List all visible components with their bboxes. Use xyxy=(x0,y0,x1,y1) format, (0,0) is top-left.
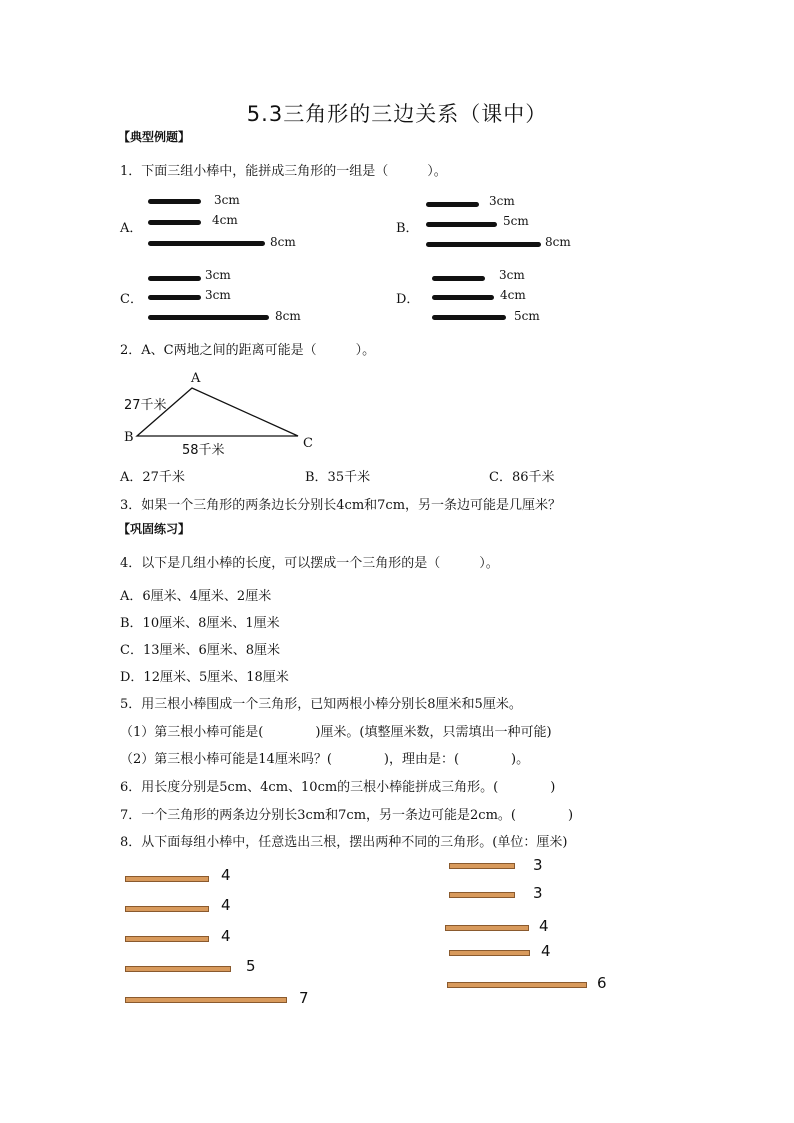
q1-a-stick-1-length: 3cm xyxy=(214,193,240,207)
q4-option-d: D．12厘米、5厘米、18厘米 xyxy=(120,670,289,685)
left-stick-3 xyxy=(125,936,209,942)
left-stick-5 xyxy=(125,997,287,1003)
page-title: 5.3三角形的三边关系（课中） xyxy=(246,102,548,126)
left-stick-2 xyxy=(125,906,209,912)
side-ab-length: 27千米 xyxy=(124,398,167,413)
q1-option-a-label: A． xyxy=(120,221,143,236)
left-stick-2-length: 4 xyxy=(221,896,231,914)
question-8: 8．从下面每组小棒中，任意选出三根，摆出两种不同的三角形。(单位：厘米) xyxy=(120,835,568,850)
left-stick-1-length: 4 xyxy=(221,866,231,884)
question-1: 1．下面三组小棒中，能拼成三角形的一组是（ ）。 xyxy=(120,164,447,179)
q1-a-stick-2-length: 4cm xyxy=(212,213,238,227)
q1-b-stick-1-length: 3cm xyxy=(489,194,515,208)
right-stick-5-length: 6 xyxy=(597,974,607,992)
q1-option-d-label: D． xyxy=(396,292,420,307)
q2-option-c: C．86千米 xyxy=(489,470,555,485)
q5-sub-question-2: （2）第三根小棒可能是14厘米吗？( )，理由是：( )。 xyxy=(120,752,530,767)
right-stick-2 xyxy=(449,892,515,898)
right-stick-1-length: 3 xyxy=(533,856,543,874)
q1-d-stick-3-length: 5cm xyxy=(514,309,540,323)
q1-c-stick-2-length: 3cm xyxy=(205,288,231,302)
left-stick-1 xyxy=(125,876,209,882)
right-stick-3 xyxy=(445,925,529,931)
q1-a-stick-3-length: 8cm xyxy=(270,235,296,249)
section-practice: 【巩固练习】 xyxy=(118,522,191,536)
q5-sub-question-1: （1）第三根小棒可能是( )厘米。(填整厘米数，只需填出一种可能) xyxy=(120,725,552,740)
q4-option-b: B．10厘米、8厘米、1厘米 xyxy=(120,616,280,631)
vertex-c-label: C xyxy=(303,436,313,451)
question-5: 5．用三根小棒围成一个三角形，已知两根小棒分别长8厘米和5厘米。 xyxy=(120,697,522,712)
left-stick-4-length: 5 xyxy=(246,957,256,975)
right-stick-5 xyxy=(447,982,587,988)
q2-option-a: A．27千米 xyxy=(120,470,185,485)
right-stick-1 xyxy=(449,863,515,869)
q1-d-stick-1-length: 3cm xyxy=(499,268,525,282)
q1-b-stick-3-length: 8cm xyxy=(545,235,571,249)
left-stick-4 xyxy=(125,966,231,972)
question-7: 7．一个三角形的两条边分别长3cm和7cm，另一条边可能是2cm。( ) xyxy=(120,808,574,823)
q1-c-stick-1-length: 3cm xyxy=(205,268,231,282)
q1-c-stick-3-length: 8cm xyxy=(275,309,301,323)
section-typical-examples: 【典型例题】 xyxy=(118,130,191,144)
right-stick-2-length: 3 xyxy=(533,884,543,902)
q1-b-stick-2-length: 5cm xyxy=(503,214,529,228)
side-bc-length: 58千米 xyxy=(182,443,225,458)
vertex-a-label: A xyxy=(191,371,201,386)
q4-option-c: C．13厘米、6厘米、8厘米 xyxy=(120,643,281,658)
q4-option-a: A．6厘米、4厘米、2厘米 xyxy=(120,589,272,604)
right-stick-3-length: 4 xyxy=(539,917,549,935)
left-stick-3-length: 4 xyxy=(221,927,231,945)
vertex-b-label: B xyxy=(124,430,134,445)
left-stick-5-length: 7 xyxy=(299,989,309,1007)
q1-option-b-label: B． xyxy=(396,221,419,236)
q2-option-b: B．35千米 xyxy=(305,470,371,485)
right-stick-4-length: 4 xyxy=(541,942,551,960)
q1-option-c-label: C． xyxy=(120,292,143,307)
question-3: 3．如果一个三角形的两条边长分别长4cm和7cm，另一条边可能是几厘米？ xyxy=(120,498,562,513)
question-4: 4．以下是几组小棒的长度，可以摆成一个三角形的是（ ）。 xyxy=(120,556,499,571)
q1-d-stick-2-length: 4cm xyxy=(500,288,526,302)
question-2: 2．A、C两地之间的距离可能是（ ）。 xyxy=(120,343,376,358)
question-6: 6．用长度分别是5cm、4cm、10cm的三根小棒能拼成三角形。( ) xyxy=(120,780,556,795)
right-stick-4 xyxy=(449,950,530,956)
